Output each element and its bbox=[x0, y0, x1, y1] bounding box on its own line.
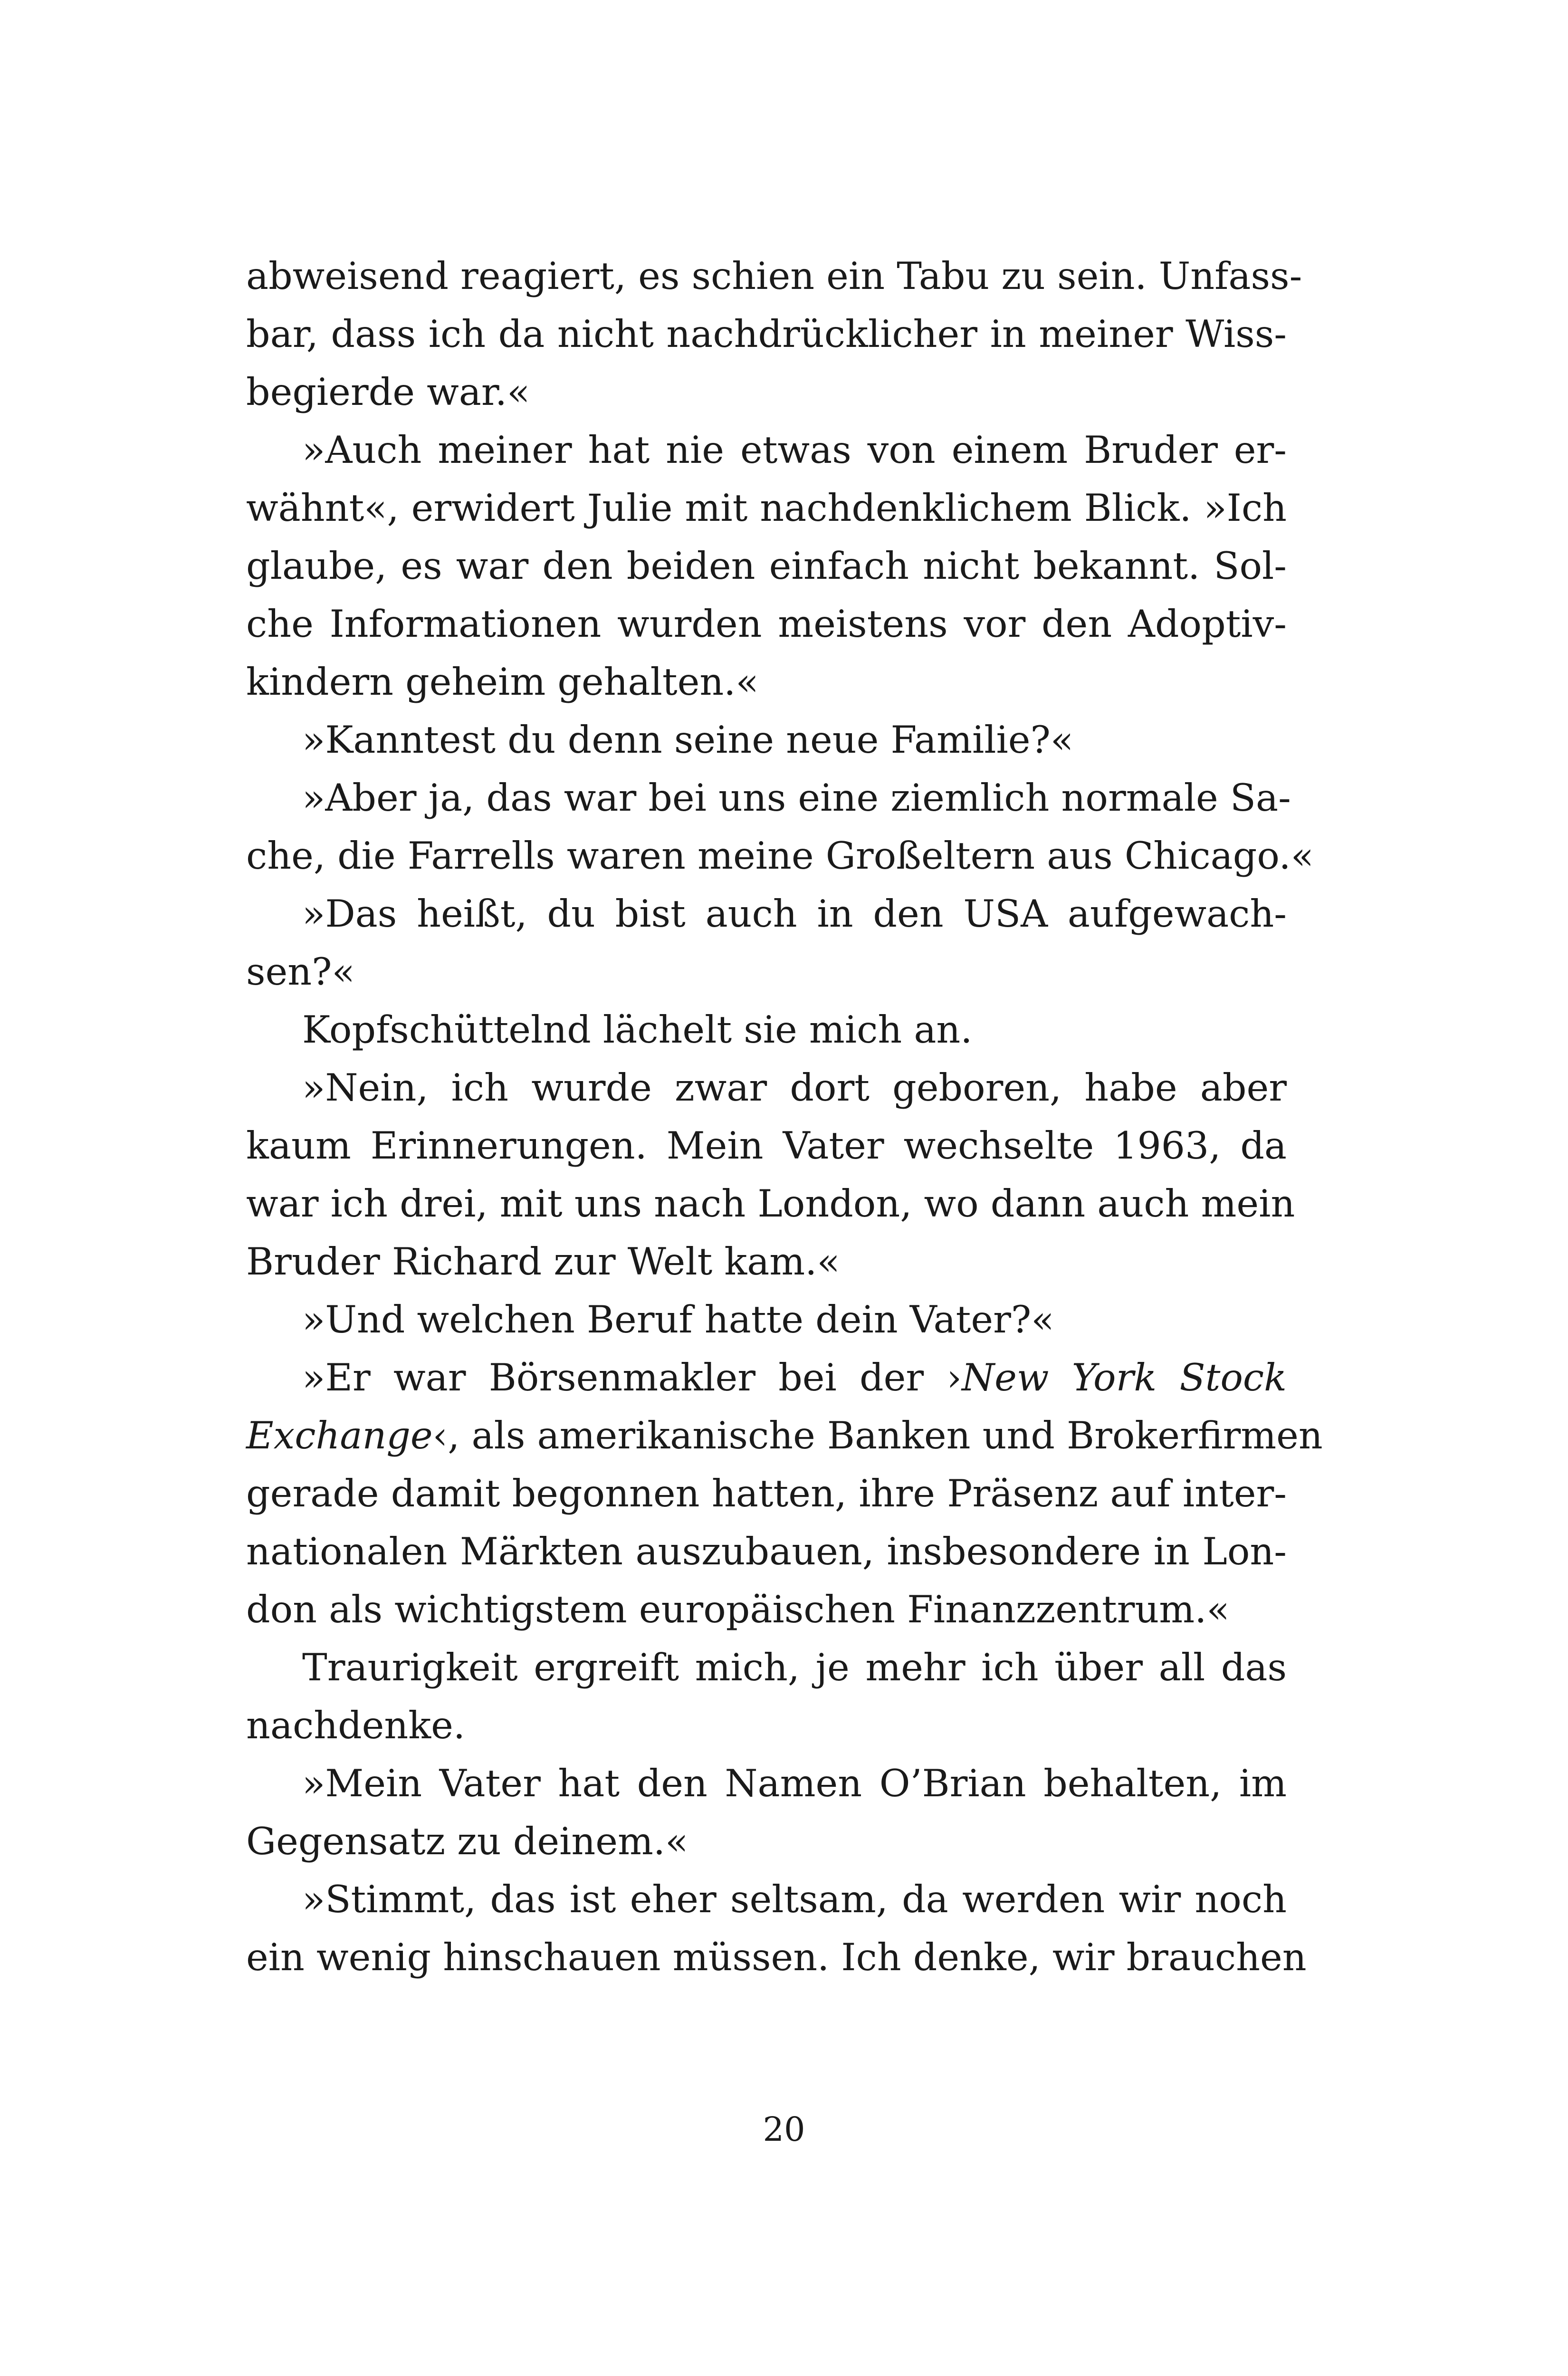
text-line: sen?« bbox=[246, 950, 355, 994]
text-line: Kopfschüttelnd lächelt sie mich an. bbox=[302, 1008, 973, 1052]
text-line: gerade damit begonnen hatten, ihre Präsenz auf inter- bbox=[246, 1472, 1287, 1515]
text-line: nationalen Märkten auszubauen, insbesondere in Lon- bbox=[246, 1530, 1287, 1573]
text-line: kindern geheim gehalten.« bbox=[246, 660, 759, 704]
page-number: 20 bbox=[763, 2110, 805, 2149]
text-line: abweisend reagiert, es schien ein Tabu zu sein. Unfass- bbox=[246, 254, 1302, 298]
text-line: glaube, es war den beiden einfach nicht bekannt. Sol- bbox=[246, 544, 1287, 588]
text-line: wähnt«, erwidert Julie mit nachdenklichem Blick. »Ich bbox=[246, 486, 1287, 530]
text-line: kaum Erinnerungen. Mein Vater wechselte 1963, da bbox=[246, 1124, 1287, 1168]
text-line: »Kanntest du denn seine neue Familie?« bbox=[302, 718, 1074, 762]
text-line: nachdenke. bbox=[246, 1704, 466, 1747]
text-line: »Das heißt, du bist auch in den USA aufgewach- bbox=[302, 892, 1287, 936]
text-line: don als wichtigstem europäischen Finanzzentrum.« bbox=[246, 1588, 1230, 1631]
text-line: bar, dass ich da nicht nachdrücklicher in meiner Wiss- bbox=[246, 312, 1287, 356]
text-line: »Mein Vater hat den Namen O’Brian behalten, im bbox=[302, 1762, 1287, 1805]
text-line: »Nein, ich wurde zwar dort geboren, habe aber bbox=[302, 1066, 1287, 1110]
body-text bbox=[246, 247, 1323, 1986]
text-line: war ich drei, mit uns nach London, wo dann auch mein bbox=[246, 1182, 1295, 1226]
text-line: Bruder Richard zur Welt kam.« bbox=[246, 1240, 840, 1284]
text-line: »Aber ja, das war bei uns eine ziemlich normale Sa- bbox=[302, 776, 1291, 820]
text-line: che, die Farrells waren meine Großeltern aus Chicago.« bbox=[246, 834, 1314, 878]
text-line: ein wenig hinschauen müssen. Ich denke, wir brauchen bbox=[246, 1935, 1307, 1979]
text-line: »Und welchen Beruf hatte dein Vater?« bbox=[302, 1298, 1054, 1341]
text-line: che Informationen wurden meistens vor den Adoptiv- bbox=[246, 602, 1287, 646]
text-line: begierde war.« bbox=[246, 370, 530, 414]
text-line: Gegensatz zu deinem.« bbox=[246, 1820, 688, 1863]
text-line: Exchange‹, als amerikanische Banken und Brokerfirmen bbox=[246, 1414, 1323, 1457]
text-line: »Auch meiner hat nie etwas von einem Bruder er- bbox=[302, 428, 1287, 472]
text-line: »Er war Börsenmakler bei der ›New York Stock bbox=[302, 1356, 1287, 1399]
text-line: »Stimmt, das ist eher seltsam, da werden wir noch bbox=[302, 1878, 1287, 1921]
text-line: Traurigkeit ergreift mich, je mehr ich über all das bbox=[302, 1646, 1287, 1689]
